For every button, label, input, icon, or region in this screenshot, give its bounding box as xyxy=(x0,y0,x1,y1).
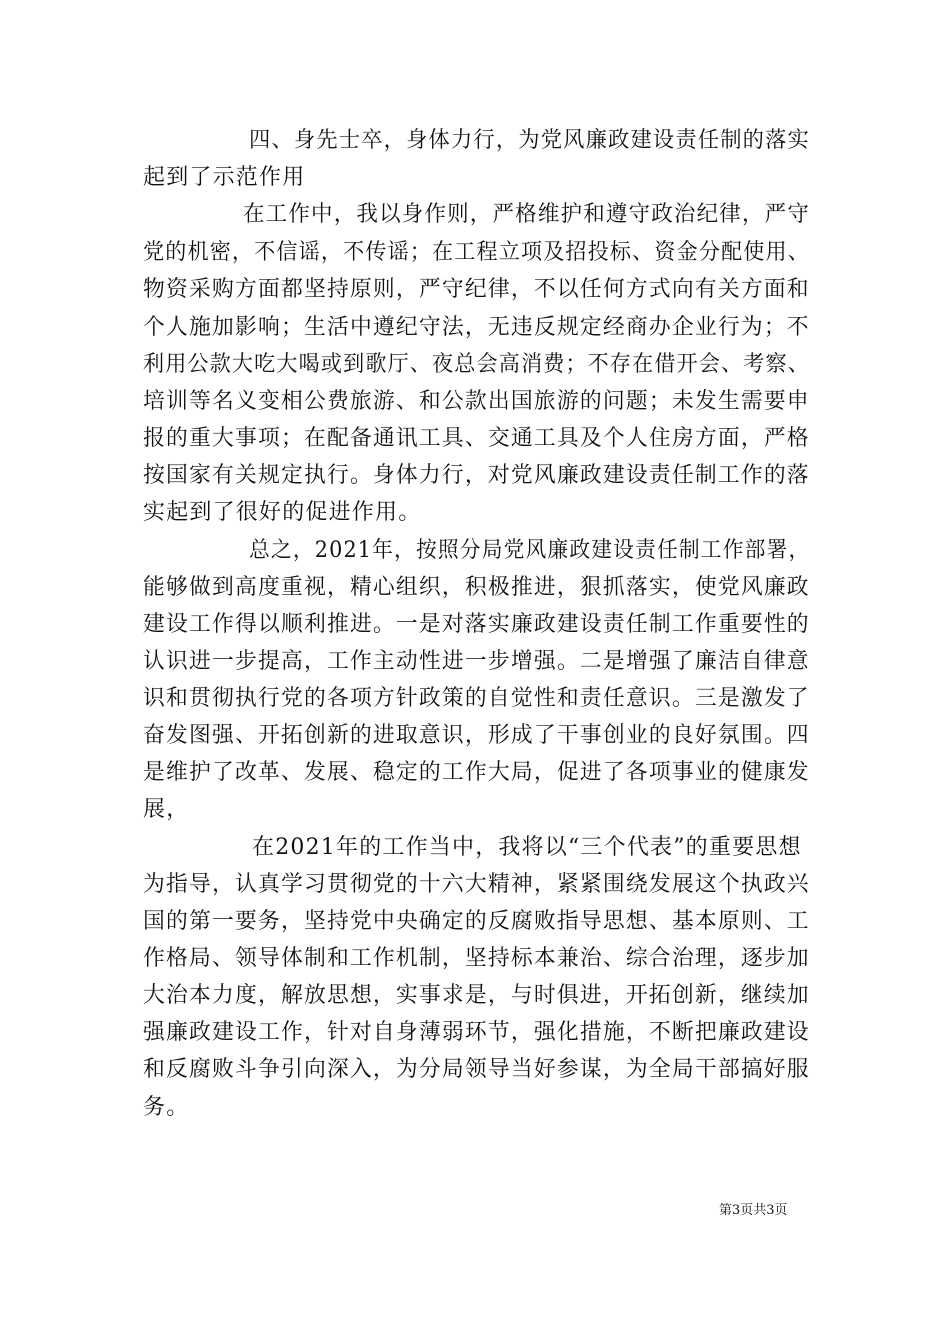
text-line: 务。 xyxy=(143,1095,190,1120)
text-line: 是维护了改革、发展、稳定的工作大局，促进了各项事业的健康发 xyxy=(143,760,810,785)
page-number-footer: 第3页共3页 xyxy=(719,1203,788,1218)
text-line: 四、身先士卒，身体力行，为党风廉政建设责任制的落实 xyxy=(249,128,811,153)
text-line: 党的机密，不信谣，不传谣；在工程立项及招投标、资金分配使用、 xyxy=(143,240,811,265)
text-line: 和反腐败斗争引向深入，为分局领导当好参谋，为全局干部搞好服 xyxy=(143,1057,810,1082)
text-line: 起到了示范作用 xyxy=(143,165,306,190)
text-line: 个人施加影响；生活中遵纪守法，无违反规定经商办企业行为；不 xyxy=(143,315,810,340)
text-line: 物资采购方面都坚持原则，严守纪律，不以任何方式向有关方面和 xyxy=(143,277,810,302)
text-line: 强廉政建设工作，针对自身薄弱环节，强化措施，不断把廉政建设 xyxy=(143,1020,810,1045)
text-line: 实起到了很好的促进作用。 xyxy=(143,500,422,525)
text-line: 总之，2021年，按照分局党风廉政建设责任制工作部署， xyxy=(249,538,811,563)
text-line: 为指导，认真学习贯彻党的十六大精神，紧紧围绕发展这个执政兴 xyxy=(143,872,810,897)
text-line: 培训等名义变相公费旅游、和公款出国旅游的问题；未发生需要申 xyxy=(143,389,810,414)
text-line: 展， xyxy=(143,797,190,822)
text-line: 奋发图强、开拓创新的进取意识，形成了干事创业的良好氛围。四 xyxy=(143,723,810,748)
text-line: 在2021年的工作当中，我将以“三个代表”的重要思想 xyxy=(252,835,802,860)
text-line: 国的第一要务，坚持党中央确定的反腐败指导思想、基本原则、工 xyxy=(143,909,810,934)
text-line: 认识进一步提高，工作主动性进一步增强。二是增强了廉洁自律意 xyxy=(143,649,810,674)
text-line: 按国家有关规定执行。身体力行，对党风廉政建设责任制工作的落 xyxy=(143,463,810,488)
text-line: 在工作中，我以身作则，严格维护和遵守政治纪律，严守 xyxy=(243,202,811,227)
text-line: 能够做到高度重视，精心组织，积极推进，狠抓落实，使党风廉政 xyxy=(143,575,810,600)
text-line: 利用公款大吃大喝或到歌厅、夜总会高消费；不存在借开会、考察、 xyxy=(143,352,811,377)
text-line: 建设工作得以顺利推进。一是对落实廉政建设责任制工作重要性的 xyxy=(143,612,810,637)
text-line: 大治本力度，解放思想，实事求是，与时俱进，开拓创新，继续加 xyxy=(143,983,810,1008)
text-line: 报的重大事项；在配备通讯工具、交通工具及个人住房方面，严格 xyxy=(143,426,810,451)
text-line: 作格局、领导体制和工作机制，坚持标本兼治、综合治理，逐步加 xyxy=(143,946,810,971)
text-line: 识和贯彻执行党的各项方针政策的自觉性和责任意识。三是激发了 xyxy=(143,686,810,711)
